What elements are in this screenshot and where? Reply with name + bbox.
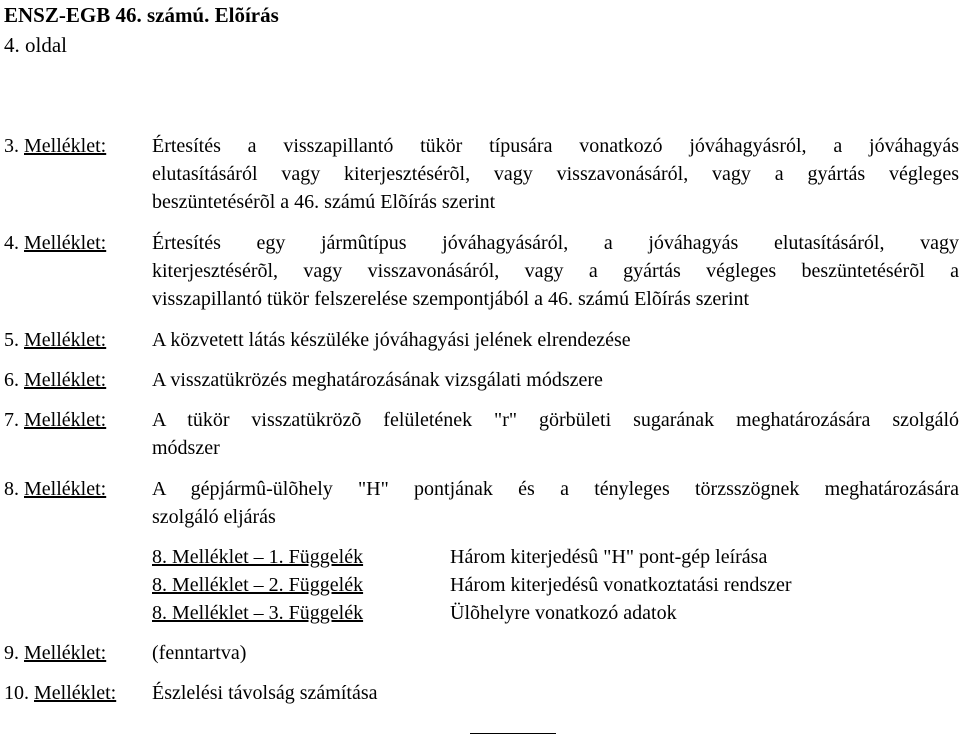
annex-label: 8. Melléklet: [4,478,107,500]
annex-text: (fenntartva) [152,642,247,664]
appendix-text: Három kiterjedésû "H" pont-gép leírása [450,546,768,568]
annex-label: 6. Melléklet: [4,369,107,391]
annex-label: 4. Melléklet: [4,232,107,254]
appendix-label: 8. Melléklet – 2. Függelék [152,574,364,596]
annex-text: Értesítés a visszapillantó tükör típusára vonatkozó jóváhagyásról, a jóváhagyás elutasításáról vagy kiterjesztésérõl, vagy visszavonásáról, vagy a gyártás végleges beszüntetésérõl a 46. számú Elõírás szerint [152,135,959,213]
annex-label: 7. Melléklet: [4,409,107,431]
annex-label: 5. Melléklet: [4,329,107,351]
end-rule [470,733,556,734]
appendix-text: Három kiterjedésû vonatkoztatási rendszer [450,574,792,596]
annex-label: 3. Melléklet: [4,135,107,157]
document-header [4,0,279,60]
annex-text: A visszatükrözés meghatározásának vizsgálati módszere [152,369,603,391]
document-title: ENSZ-EGB 46. számú. Elõírás [4,3,279,27]
annex-label: 9. Melléklet: [4,642,107,664]
appendix-label: 8. Melléklet – 1. Függelék [152,546,364,568]
annex-label: 10. Melléklet: [4,682,117,704]
page-number: 4. oldal [4,33,67,57]
annex-text: Észlelési távolság számítása [152,682,378,704]
annex-text: Értesítés egy jármûtípus jóváhagyásáról, a jóváhagyás elutasításáról, vagy kiterjesztésérõl, vagy visszavonásáról, vagy a gyártás végleges beszüntetésérõl a visszapillantó tükör felszerelése szempontjából a 46. számú Elõírás szerint [152,232,959,310]
annex-text: A gépjármû-ülõhely "H" pontjának és a tényleges törzsszögnek meghatározására szolgáló eljárás [152,478,959,528]
appendix-text: Ülõhelyre vonatkozó adatok [450,602,677,624]
appendix-label: 8. Melléklet – 3. Függelék [152,602,364,624]
annex-text: A tükör visszatükrözõ felületének "r" görbületi sugarának meghatározására szolgáló módszer [152,409,959,459]
annex-text: A közvetett látás készüléke jóváhagyási jelének elrendezése [152,329,631,351]
